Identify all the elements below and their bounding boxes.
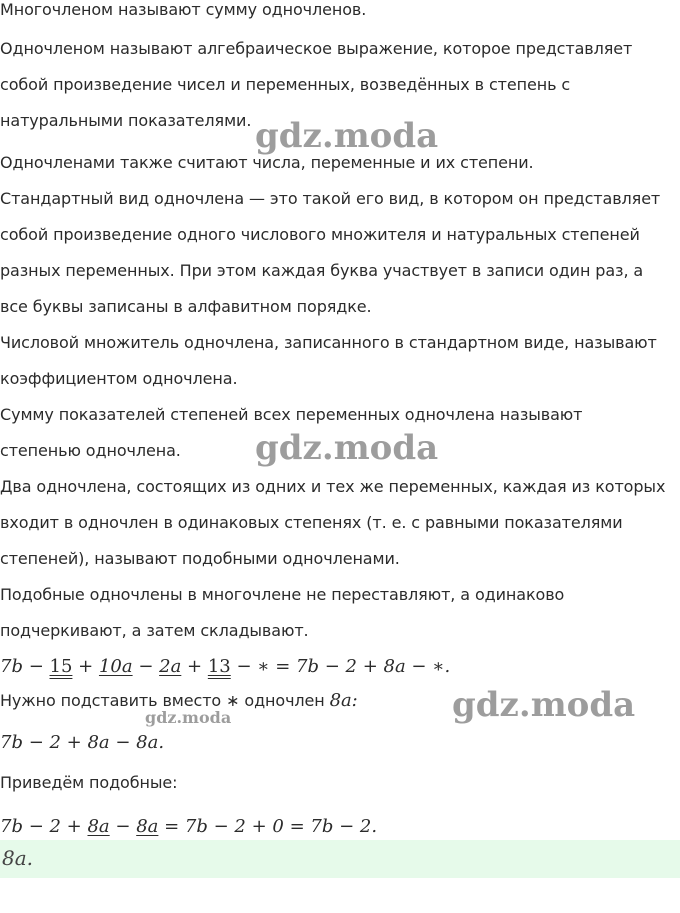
paragraph-monomial-definition-line1: Одночленом называют алгебраическое выражение, которое представляет <box>0 39 633 58</box>
paragraph-monomial-definition-line2: собой произведение чисел и переменных, возведённых в степень с <box>0 75 571 94</box>
paragraph-coefficient-line2: коэффициентом одночлена. <box>0 369 238 388</box>
paragraph-underline-line1: Подобные одночлены в многочлене не переставляют, а одинаково <box>0 585 565 604</box>
paragraph-standard-form-line4: все буквы записаны в алфавитном порядке. <box>0 297 372 316</box>
paragraph-coefficient-line1: Числовой множитель одночлена, записанного в стандартном виде, называют <box>0 333 657 352</box>
eq1-term-10a: 10a <box>98 656 133 677</box>
eq1-term-15: 15 <box>49 656 73 677</box>
paragraph-polynomial-definition: Многочленом называют сумму одночленов. <box>0 0 367 19</box>
watermark-logo: gdz.moda <box>255 116 439 156</box>
answer-box <box>0 840 680 878</box>
combine-like-terms-text: Приведём подобные: <box>0 773 178 792</box>
paragraph-standard-form-line3: разных переменных. При этом каждая буква участвует в записи один раз, а <box>0 261 644 280</box>
paragraph-similar-line1: Два одночлена, состоящих из одних и тех же переменных, каждая из которых <box>0 477 666 496</box>
paragraph-standard-form-line1: Стандартный вид одночлена — это такой его вид, в котором он представляет <box>0 189 661 208</box>
paragraph-underline-line2: подчеркивают, а затем складывают. <box>0 621 309 640</box>
watermark-logo: gdz.moda <box>145 708 232 727</box>
equation-original: 7b − 15 + 10a − 2a + 13 − ∗ = 7b − 2 + 8a − ∗. <box>0 656 451 677</box>
equation-substituted: 7b − 2 + 8a − 8a. <box>0 732 165 753</box>
watermark-logo: gdz.moda <box>452 685 636 725</box>
eq3-term-8a-minus: 8a <box>136 816 159 837</box>
substitution-monomial: 8a: <box>329 690 358 711</box>
eq1-term-13: 13 <box>207 656 231 677</box>
paragraph-monomial-definition-line3: натуральными показателями. <box>0 111 252 130</box>
substitution-line: Нужно подставить вместо ∗ одночлен 8a: <box>0 690 358 711</box>
paragraph-degree-line2: степенью одночлена. <box>0 441 181 460</box>
paragraph-standard-form-line2: собой произведение одного числового множителя и натуральных степеней <box>0 225 640 244</box>
paragraph-degree-line1: Сумму показателей степеней всех переменных одночлена называют <box>0 405 583 424</box>
paragraph-similar-line2: входит в одночлен в одинаковых степенях (т. е. с равными показателями <box>0 513 623 532</box>
paragraph-monomial-numbers: Одночленами также считают числа, переменные и их степени. <box>0 153 534 172</box>
answer-value: 8a. <box>2 846 34 870</box>
equation-result: 7b − 2 + 8a − 8a = 7b − 2 + 0 = 7b − 2. <box>0 816 378 837</box>
eq1-rest: − ∗ = 7b − 2 + 8a − ∗. <box>230 656 451 677</box>
eq1-term-2a: 2a <box>159 656 182 677</box>
watermark-logo: gdz.moda <box>255 428 439 468</box>
eq1-term-7b: 7b <box>0 656 23 677</box>
paragraph-similar-line3: степеней), называют подобными одночленами. <box>0 549 400 568</box>
eq3-term-8a-plus: 8a <box>87 816 110 837</box>
